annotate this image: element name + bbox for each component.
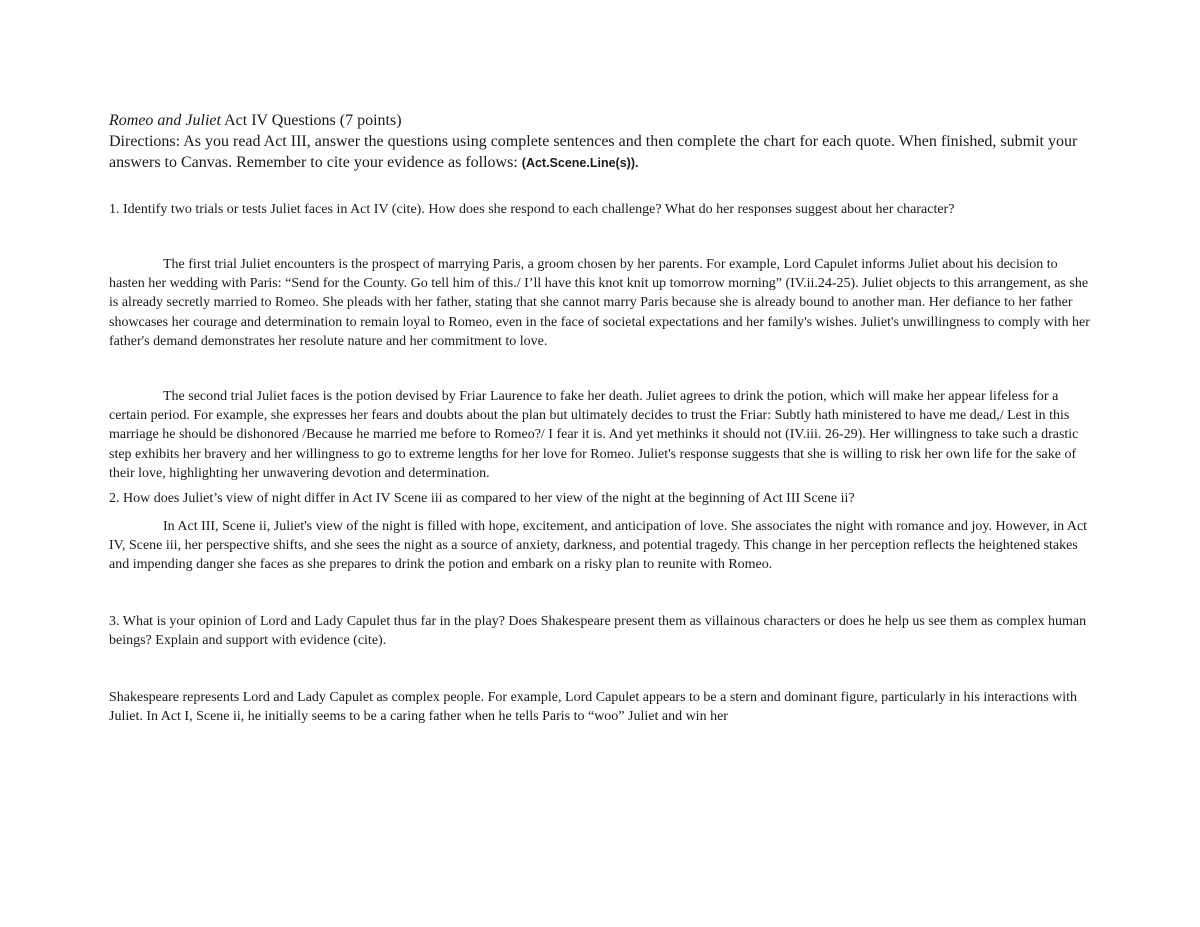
answer-2-paragraph-1: In Act III, Scene ii, Juliet's view of the night is filled with hope, excitement, and anticipation of love. She associates the night with romance and joy. However, in Act IV, Scene iii, her perspective shifts, and she sees the night as a source of anxiety, darkness, and potential tragedy. This change in her perception reflects the heightened stakes and impending danger she faces as she prepares to drink the potion and embark on a risky plan to reunite with Romeo. — [109, 519, 1088, 573]
answer-1-paragraph-1: The first trial Juliet encounters is the prospect of marrying Paris, a groom chosen by her parents. For example, Lord Capulet informs Juliet about his decision to hasten her wedding with Paris: “Send for the County. Go tell him of this./ I’ll have this knot knit up tomorrow morning” (IV.ii.24-25). Juliet objects to this arrangement, as she is already secretly married to Romeo. She pleads with her father, stating that she cannot marry Paris because she is already bound to another man. Her defiance to her father showcases her courage and determination to remain loyal to Romeo, even in the face of societal expectations and her family's wishes. Juliet's unwillingness to comply with her father's demand demonstrates her resolute nature and her commitment to love. — [109, 257, 1090, 349]
question-2: 2. How does Juliet’s view of night differ in Act IV Scene iii as compared to her view of the night at the beginning of Act III Scene ii? — [109, 491, 855, 507]
directions — [109, 131, 1094, 174]
document-page — [109, 110, 1094, 726]
assignment-title-rest: Act IV Questions (7 points) — [220, 112, 402, 129]
cite-format: (Act.Scene.Line(s)). — [521, 156, 639, 170]
directions-text: Directions: As you read Act III, answer the questions using complete sentences and then complete the chart for each quote. When finished, submit your answers to Canvas. Remember to cite your evidence as follows: — [109, 133, 1078, 171]
question-1: 1. Identify two trials or tests Juliet faces in Act IV (cite). How does she respond to each challenge? What do her responses suggest about her character? — [109, 202, 955, 217]
assignment-title — [109, 110, 1094, 131]
question-3: 3. What is your opinion of Lord and Lady Capulet thus far in the play? Does Shakespeare present them as villainous characters or does he help us see them as complex human beings? Explain and support with evidence (cite). — [109, 613, 1087, 648]
answer-1-paragraph-2: The second trial Juliet faces is the potion devised by Friar Laurence to fake her death. Juliet agrees to drink the potion, which will make her appear lifeless for a certain period. For example, she expresses her fears and doubts about the plan but ultimately decides to trust the Friar: Subtly hath ministered to have me dead,/ Lest in this marriage he should be dishonored /Because he married me before to Romeo?/ I fear it is. And yet methinks it should not (IV.iii. 26-29). Her willingness to take such a drastic step exhibits her bravery and her willingness to go to extreme lengths for her love for Romeo. Juliet's response suggests that she is willing to risk her own life for the sake of their love, highlighting her unwavering devotion and determination. — [109, 389, 1079, 481]
answer-3-paragraph-1: Shakespeare represents Lord and Lady Capulet as complex people. For example, Lord Capulet appears to be a stern and dominant figure, particularly in his interactions with Juliet. In Act I, Scene ii, he initially seems to be a caring father when he tells Paris to “woo” Juliet and win her — [109, 689, 1078, 724]
play-title: Romeo and Juliet — [109, 112, 221, 129]
